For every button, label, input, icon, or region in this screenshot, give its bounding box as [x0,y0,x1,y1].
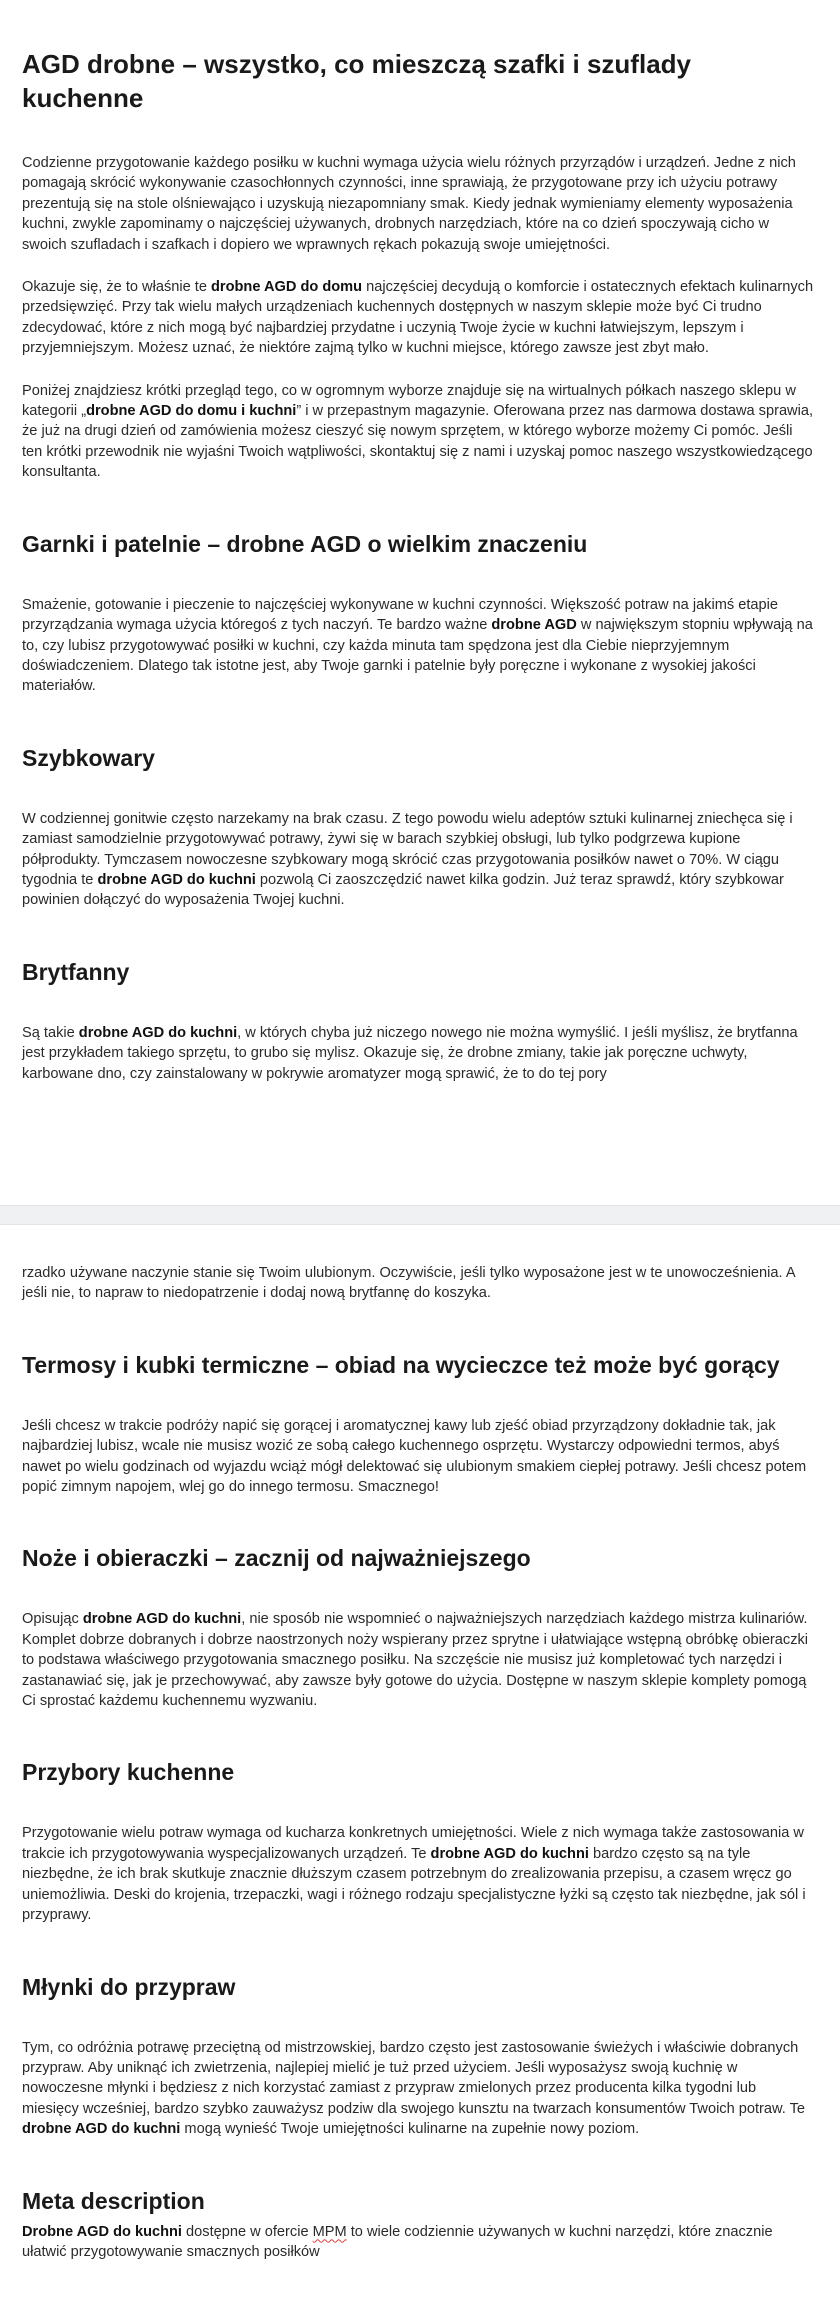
paragraph-mlynki: Tym, co odróżnia potrawę przeciętną od mistrzowskiej, bardzo często jest zastosowanie świeżych i właściwie dobranych przypraw. Aby uniknąć ich zwietrzenia, najlepiej mielić je tuż przed użyciem. Jeśli wyposażysz swoją kuchnię w nowoczesne młynki i będziesz z nich korzystać zamiast z przypraw zmielonych przez producenta kilka tygodni lub miesięcy wcześniej, bardzo szybko zauważysz podziw dla swojego kunsztu na twarzach konsumentów Twoich potraw. Te drobne AGD do kuchni mogą wynieść Twoje umiejętności kulinarne na zupełnie nowy poziom. [22,2039,806,2138]
heading-szybkowary: Szybkowary [22,744,155,771]
keyword-bold: drobne AGD do domu [211,279,363,296]
keyword-bold: drobne AGD [491,617,577,634]
document-title: AGD drobne – wszystko, co mieszczą szafki i szuflady kuchenne [22,49,691,113]
heading-mlynki: Młynki do przypraw [22,1973,236,2000]
paragraph-szybkowary: W codziennej gonitwie często narzekamy na brak czasu. Z tego powodu wielu adeptów sztuki kulinarnej zniechęca się i zamiast samodzielnie przygotowywać potrawy, żywi się w barach szybkiej obsługi, lub tylko podgrzewa kupione półprodukty. Tymczasem nowoczesne szybkowary mogą skrócić czas przygotowania posiłków nawet o 70%. W ciągu tygodnia te drobne AGD do kuchni pozwolą Ci zaoszczędzić nawet kilka godzin. Już teraz sprawdź, który szybkowar powinien dołączyć do wyposażenia Twojej kuchni. [22,810,793,909]
brand-name-spellcheck: MPM [312,2223,347,2240]
paragraph-brytfanny-continued: rzadko używane naczynie stanie się Twoim ulubionym. Oczywiście, jeśli tylko wyposażone jest w te unowocześnienia. A jeśli nie, to napraw to niedopatrzenie i dodaj nową brytfannę do koszyka. [22,1265,795,1302]
intro-paragraph-3: Poniżej znajdziesz krótki przegląd tego, co w ogromnym wyborze znajduje się na wirtualnych półkach naszego sklepu w kategorii „drobne AGD do domu i kuchni” i w przepastnym magazynie. Oferowana przez nas darmowa dostawa sprawia, że już na drugi dzień od zamówienia możesz cieszyć się nowym sprzętem, w którego wyborze możemy Ci pomóc. Jeśli ten krótki przewodnik nie wyjaśni Twoich wątpliwości, skontaktuj się z nami i uzyskaj pomoc naszego wszystkowiedzącego konsultanta. [22,382,814,481]
paragraph-garnki: Smażenie, gotowanie i pieczenie to najczęściej wykonywane w kuchni czynności. Większość potraw na jakimś etapie przyrządzania wymaga użycia któregoś z tych naczyń. Te bardzo ważne drobne AGD w największym stopniu wpływają na to, czy lubisz przygotowywać posiłki w kuchni, czy każda minuta tam spędzona jest dla Ciebie nieprzyjemnym doświadczeniem. Dlatego tak istotne jest, aby Twoje garnki i patelnie były poręczne i wykonane z wysokiej jakości materiałów. [22,596,813,695]
heading-termosy: Termosy i kubki termiczne – obiad na wycieczce też może być gorący [22,1351,780,1378]
paragraph-termosy: Jeśli chcesz w trakcie podróży napić się gorącej i aromatycznej kawy lub zjeść obiad przyrządzony dokładnie tak, jak najbardziej lubisz, wcale nie musisz wozić ze sobą całego kuchennego osprzętu. Wystarczy odpowiedni termos, abyś nawet po wielu godzinach od wyjazdu wciąż mógł delektować się ulubionym smakiem ciepłej potrawy. Jeśli chcesz potem popić zimnym napojem, wlej go do innego termosu. Smacznego! [22,1417,807,1496]
paragraph-meta-description: Drobne AGD do kuchni dostępne w ofercie MPM to wiele codziennie używanych w kuchni narzędzi, które znacznie ułatwić przygotowywanie smacznych posiłków [22,2223,773,2260]
intro-paragraph-1: Codzienne przygotowanie każdego posiłku w kuchni wymaga użycia wielu różnych przyrządów i urządzeń. Jedne z nich pomagają skrócić wykonywanie czasochłonnych czynności, inne sprawiają, że przygotowane przy ich użyciu potrawy prezentują się na stole olśniewająco i uzyskują niezapomniany smak. Kiedy jednak wymieniamy elementy wyposażenia kuchni, zwykle zapominamy o najczęściej używanych, drobnych narzędziach, które na co dzień spoczywają cicho w swoich szufladach i szafkach i dopiero we wprawnych rękach pokazują swoje umiejętności. [22,155,796,253]
keyword-bold: Drobne AGD do kuchni [22,2223,182,2240]
heading-noze: Noże i obieraczki – zacznij od najważniejszego [22,1545,531,1572]
paragraph-przybory: Przygotowanie wielu potraw wymaga od kucharza konkretnych umiejętności. Wiele z nich wymaga także zastosowania w trakcie ich przygotowywania wyspecjalizowanych urządzeń. Te drobne AGD do kuchni bardzo często są na tyle niezbędne, że ich brak skutkuje znacznie dłuższym czasem potrzebnym do zrealizowania przepisu, a czasem wręcz go uniemożliwia. Deski do krojenia, trzepaczki, wagi i różnego rodzaju specjalistyczne łyżki są często tak niezbędne, jak sól i przyprawy. [22,1825,806,1924]
intro-paragraph-2: Okazuje się, że to właśnie te drobne AGD do domu najczęściej decydują o komforcie i ostatecznych efektach kulinarnych przedsięwzięć. Przy tak wielu małych urządzeniach kuchennych dostępnych w naszym sklepie może być Ci trudno zdecydować, które z nich mogą być najbardziej przydatne i uczynią Twoje życie w kuchni łatwiejszym, lepszym i przyjemniejszym. Możesz uznać, że niektóre zajmą tylko w kuchni miejsce, którego zawsze jest zbyt mało. [22,279,814,357]
paragraph-noze: Opisując drobne AGD do kuchni, nie sposób nie wspomnieć o najważniejszych narzędziach każdego mistrza kulinariów. Komplet dobrze dobranych i dobrze naostrzonych noży wspierany przez sprytne i ułatwiające wstępną obróbkę obieraczki to podstawa właściwego przygotowania smacznego posiłku. Na szczęście nie musisz już kompletować tych narzędzi i zastanawiać się, jak je przechowywać, aby zawsze były gotowe do użycia. Dostępne w naszym sklepie komplety pomogą Ci sprostać każdemu kuchennemu wyzwaniu. [22,1611,809,1710]
keyword-bold: drobne AGD do kuchni [22,2121,181,2138]
page-break [0,1205,840,1225]
heading-przybory: Przybory kuchenne [22,1759,235,1786]
keyword-bold: drobne AGD do kuchni [97,871,256,888]
paragraph-brytfanny: Są takie drobne AGD do kuchni, w których chyba już niczego nowego nie można wymyślić. I jeśli myślisz, że brytfanna jest przykładem takiego sprzętu, to grubo się mylisz. Okazuje się, że drobne zmiany, takie jak poręczne uchwyty, karbowane dno, czy zainstalowany w pokrywie aromatyzer mogą sprawić, że to do tej pory [22,1024,798,1082]
heading-garnki: Garnki i patelnie – drobne AGD o wielkim znaczeniu [22,530,588,557]
document-page-2 [0,1225,840,2310]
heading-brytfanny: Brytfanny [22,958,130,985]
heading-meta-description: Meta description [22,2187,205,2214]
keyword-bold: drobne AGD do kuchni [82,1611,242,1628]
keyword-bold: drobne AGD do kuchni [430,1845,589,1862]
keyword-bold: drobne AGD do kuchni [78,1024,238,1041]
keyword-bold: drobne AGD do domu i kuchni [86,403,297,420]
